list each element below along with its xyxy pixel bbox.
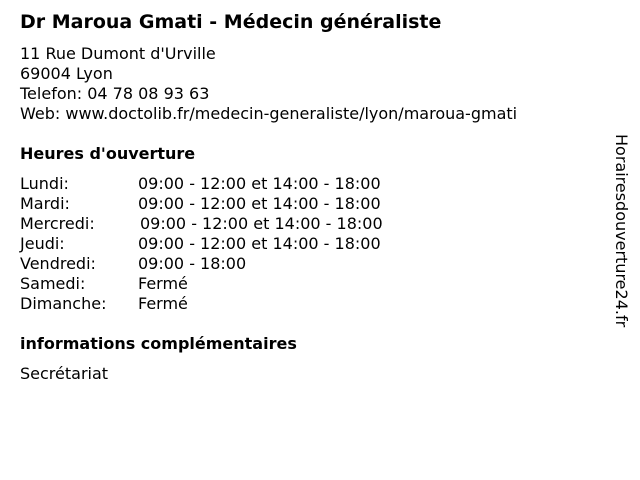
page-title: Dr Maroua Gmati - Médecin généraliste bbox=[20, 11, 442, 33]
address-city: 69004 Lyon bbox=[20, 64, 113, 83]
address-street: 11 Rue Dumont d'Urville bbox=[20, 44, 216, 63]
day-label: Dimanche: bbox=[20, 294, 107, 313]
time-value: 09:00 - 12:00 et 14:00 - 18:00 bbox=[138, 234, 381, 253]
time-value: 09:00 - 12:00 et 14:00 - 18:00 bbox=[138, 194, 381, 213]
day-label: Lundi: bbox=[20, 174, 69, 193]
time-value: 09:00 - 18:00 bbox=[138, 254, 247, 273]
day-label: Samedi: bbox=[20, 274, 86, 293]
time-value: Fermé bbox=[138, 274, 188, 293]
day-label: Mercredi: bbox=[20, 214, 95, 233]
day-label: Jeudi: bbox=[20, 234, 65, 253]
website-link[interactable]: Web: www.doctolib.fr/medecin-generaliste/lyon/maroua-gmati bbox=[20, 104, 518, 123]
day-label: Vendredi: bbox=[20, 254, 96, 273]
additional-info-text: Secrétariat bbox=[20, 364, 109, 383]
day-label: Mardi: bbox=[20, 194, 70, 213]
contact-block bbox=[20, 44, 517, 124]
additional-info-heading: informations complémentaires bbox=[20, 334, 297, 353]
phone-number: Telefon: 04 78 08 93 63 bbox=[20, 84, 210, 103]
opening-hours-heading: Heures d'ouverture bbox=[20, 144, 196, 163]
time-value: 09:00 - 12:00 et 14:00 - 18:00 bbox=[138, 174, 381, 193]
site-watermark: Horairesdouverture24.fr bbox=[612, 134, 631, 328]
time-value: 09:00 - 12:00 et 14:00 - 18:00 bbox=[140, 214, 383, 233]
time-value: Fermé bbox=[138, 294, 188, 313]
